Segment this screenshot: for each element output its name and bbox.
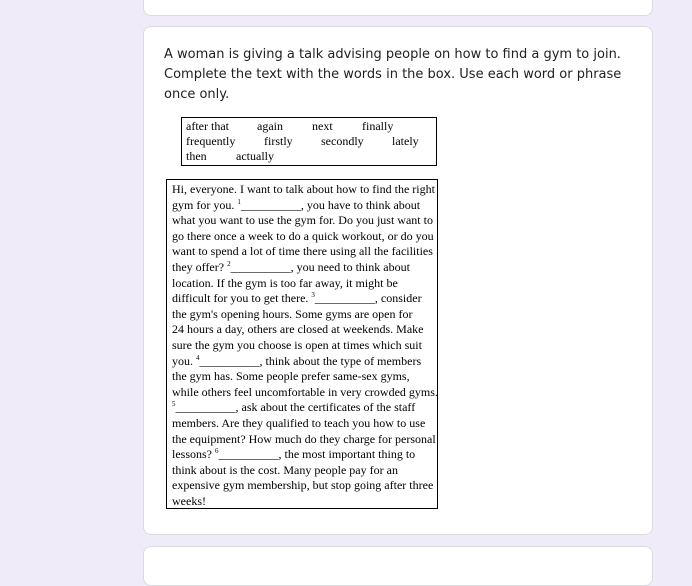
passage-line: 24 hours a day, others are closed at weekends. Make [172,322,424,337]
word-box-item: after that [186,119,229,133]
word-box-item: then [186,149,207,163]
passage-line-text: gym for you. [172,197,238,212]
passage-line [172,400,437,416]
question-card [143,26,653,535]
word-box-item: finally [362,119,394,133]
gap-blank: __________, you need to think about [230,259,410,274]
passage-line: the gym's opening hours. Some gyms are open for [172,306,413,321]
gap-blank: __________, the most important thing to [218,447,416,462]
passage-line: the gym has. Some people prefer same-sex gyms, [172,369,410,384]
gap-number: 2 [227,259,231,268]
next-question-card [143,546,653,586]
passage-line-text: lessons? [172,447,215,462]
passage-line [172,198,437,214]
passage-line [172,291,437,307]
gap-number: 4 [196,353,200,362]
question-text: A woman is giving a talk advising people on how to find a gym to join. Complete the text with the words in the box. Use each word or phrase once only. [164,47,622,102]
passage-line: location. If the gym is too far away, it might be [172,275,398,290]
passage-line [172,447,437,463]
gap-blank: __________, consider [314,291,422,306]
passage-box [166,179,438,509]
passage-line-text: you. [172,353,196,368]
word-box-item: frequently [186,134,236,148]
passage-line: what you want to use the gym for. Do you just want to [172,213,433,228]
passage-line: members. Are they qualified to teach you how to use [172,415,426,430]
passage-line: weeks! [172,493,206,508]
passage-line: expensive gym membership, but stop going after three [172,478,434,493]
word-box-item: again [257,119,283,133]
passage-line: sure the gym you choose is open at times which suit [172,337,422,352]
passage-line: the equipment? How much do they charge for personal [172,431,436,446]
word-box [181,117,437,166]
gap-number: 3 [311,291,315,300]
gap-number: 5 [172,400,176,409]
passage-line-text: difficult for you to get there. [172,291,312,306]
passage-line: go there once a week to do a quick workout, or do you [172,228,434,243]
word-box-item: lately [392,134,419,148]
gap-blank: __________, ask about the certificates of the staff [175,400,416,415]
passage-line-text: they offer? [172,259,228,274]
gap-number: 1 [237,197,241,206]
passage-line [172,354,437,370]
previous-question-card [143,0,653,16]
word-box-item: secondly [321,134,364,148]
word-box-item: next [312,119,333,133]
word-box-item: firstly [264,134,293,148]
passage-line [172,260,437,276]
passage-line: want to spend a lot of time there using all the facilities [172,244,433,259]
question-image [164,111,464,521]
gap-number: 6 [215,447,219,456]
gap-blank: __________, think about the type of members [199,353,422,368]
passage-line: Hi, everyone. I want to talk about how to find the right [172,182,435,196]
gap-blank: __________, you have to think about [240,197,421,212]
passage-line: while others feel uncomfortable in very crowded gyms. [172,384,438,399]
word-box-item: actually [236,149,274,163]
passage-line: think about is the cost. Many people pay for an [172,462,398,477]
